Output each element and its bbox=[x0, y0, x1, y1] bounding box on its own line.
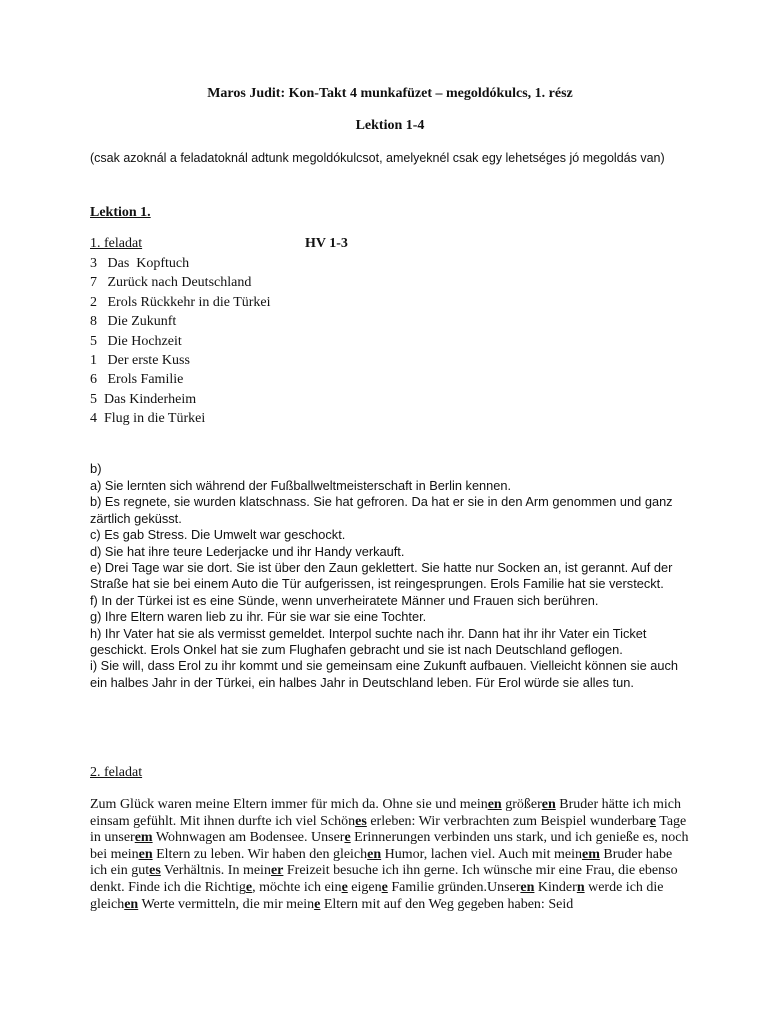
list-item: 6 Erols Familie bbox=[90, 372, 184, 388]
highlighted-ending: em bbox=[582, 846, 600, 862]
highlighted-ending: en bbox=[367, 846, 382, 862]
document-subtitle: Lektion 1-4 bbox=[355, 118, 425, 133]
lektion-heading: Lektion 1. bbox=[90, 205, 151, 220]
answer-item: f) In der Türkei ist es eine Sünde, wenn unverheiratete Männer und Frauen sich berühren. bbox=[90, 592, 599, 608]
text-segment: Verhältnis. In mein bbox=[160, 863, 271, 879]
highlighted-ending: e bbox=[341, 879, 348, 895]
list-item: 1 Der erste Kuss bbox=[90, 353, 190, 369]
text-segment: Kinder bbox=[534, 879, 577, 895]
highlighted-ending: es bbox=[149, 863, 161, 879]
exercise-1-hv: HV 1-3 bbox=[305, 236, 348, 251]
exercise-2-paragraph bbox=[90, 797, 690, 913]
highlighted-ending: n bbox=[576, 879, 585, 895]
highlighted-ending: en bbox=[138, 846, 153, 862]
highlighted-ending: er bbox=[270, 863, 284, 879]
text-segment: Eltern mit auf den Weg gegeben haben: Seid bbox=[320, 896, 574, 912]
part-b-label: b) bbox=[90, 461, 102, 476]
text-segment: Bruder habe ich ein gut bbox=[90, 846, 673, 879]
highlighted-ending: e bbox=[649, 813, 657, 829]
text-segment: Bruder hätte ich mich einsam gefühlt. Mit ihnen durfte ich viel Schön bbox=[90, 797, 681, 829]
intro-note: (csak azoknál a feladatoknál adtunk megoldókulcsot, amelyeknél csak egy lehetséges jó megoldás van) bbox=[90, 151, 665, 165]
highlighted-ending: en bbox=[487, 797, 502, 812]
text-segment: Erinnerungen verbinden uns stark, und ich genieße es, noch bei mein bbox=[90, 830, 689, 862]
exercise-1-list bbox=[90, 254, 271, 429]
answer-item: a) Sie lernten sich während der Fußballweltmeisterschaft in Berlin kennen. bbox=[90, 478, 512, 493]
highlighted-ending: en bbox=[124, 896, 139, 912]
highlighted-ending: em bbox=[134, 830, 153, 846]
list-item: 3 Das Kopftuch bbox=[90, 256, 190, 271]
highlighted-ending: e bbox=[245, 879, 253, 895]
text-segment: Familie gründen.Unser bbox=[387, 879, 521, 895]
text-segment: eigen bbox=[347, 879, 382, 895]
text-segment: Werte vermitteln, die mir mein bbox=[138, 896, 315, 912]
text-segment: Wohnwagen am Bodensee. Unser bbox=[152, 830, 345, 846]
answer-item: b) Es regnete, sie wurden klatschnass. Sie hat gefroren. Da hat er sie in den Arm genommen und ganz zärtlich geküsst. bbox=[90, 494, 673, 526]
list-item: 8 Die Zukunft bbox=[90, 314, 177, 330]
text-segment: Freizeit besuche ich ihn gerne. Ich wünsche mir eine Frau, die ebenso denkt. Finde ich die Richtig bbox=[90, 863, 678, 895]
part-b-answers bbox=[90, 478, 690, 691]
text-segment: Humor, lachen viel. Auch mit mein bbox=[381, 846, 582, 862]
document-title: Maros Judit: Kon-Takt 4 munkafüzet – megoldókulcs, 1. rész bbox=[207, 86, 573, 101]
list-item: 5 Das Kinderheim bbox=[90, 391, 197, 407]
list-item: 5 Die Hochzeit bbox=[90, 333, 182, 349]
text-segment: Zum Glück waren meine Eltern immer für mich da. Ohne sie und mein bbox=[90, 797, 488, 812]
text-segment: Tage in unser bbox=[90, 813, 687, 846]
answer-item: e) Drei Tage war sie dort. Sie ist über den Zaun geklettert. Sie hatte nur Socken an, ist gerannt. Auf der Straße hat sie bei einem Auto die Tür aufgerissen, ist reingesprungen. Erols Familie hat sie versteckt. bbox=[90, 560, 673, 592]
list-item: 2 Erols Rückkehr in die Türkei bbox=[90, 294, 271, 310]
text-segment: erleben: Wir verbrachten zum Beispiel wunderbar bbox=[366, 813, 650, 829]
answer-item: h) Ihr Vater hat sie als vermisst gemeldet. Interpol suchte nach ihr. Dann hat ihr ihr Vater ein Ticket geschickt. Erols Onkel hat sie zum Flughafen gebracht und sie ist nach Deutschland geflogen. bbox=[90, 625, 647, 658]
highlighted-ending: e bbox=[344, 830, 351, 846]
answer-item: i) Sie will, dass Erol zu ihr kommt und sie gemeinsam eine Zukunft aufbauen. Vielleicht können sie auch ein halbes Jahr in der Türkei, ein halbes Jahr in Deutschland leben. Für Erol würde sie alles tun. bbox=[90, 658, 679, 690]
answer-item: c) Es gab Stress. Die Umwelt war geschockt. bbox=[90, 527, 346, 543]
answer-item: d) Sie hat ihre teure Lederjacke und ihr Handy verkauft. bbox=[90, 543, 405, 559]
text-segment: werde ich die gleich bbox=[90, 879, 664, 912]
highlighted-ending: en bbox=[541, 797, 556, 812]
exercise-2-label: 2. feladat bbox=[90, 765, 143, 780]
text-segment: größer bbox=[501, 797, 542, 812]
highlighted-ending: e bbox=[381, 879, 388, 895]
highlighted-ending: en bbox=[520, 879, 535, 895]
list-item: 7 Zurück nach Deutschland bbox=[90, 275, 252, 291]
highlighted-ending: e bbox=[314, 896, 321, 912]
answer-item: g) Ihre Eltern waren lieb zu ihr. Für sie war sie eine Tochter. bbox=[90, 609, 427, 625]
list-item: 4 Flug in die Türkei bbox=[90, 411, 206, 427]
exercise-1-label: 1. feladat bbox=[90, 236, 143, 251]
text-segment: Eltern zu leben. Wir haben den gleich bbox=[152, 846, 368, 862]
text-segment: , möchte ich ein bbox=[252, 879, 342, 895]
highlighted-ending: es bbox=[355, 813, 367, 829]
